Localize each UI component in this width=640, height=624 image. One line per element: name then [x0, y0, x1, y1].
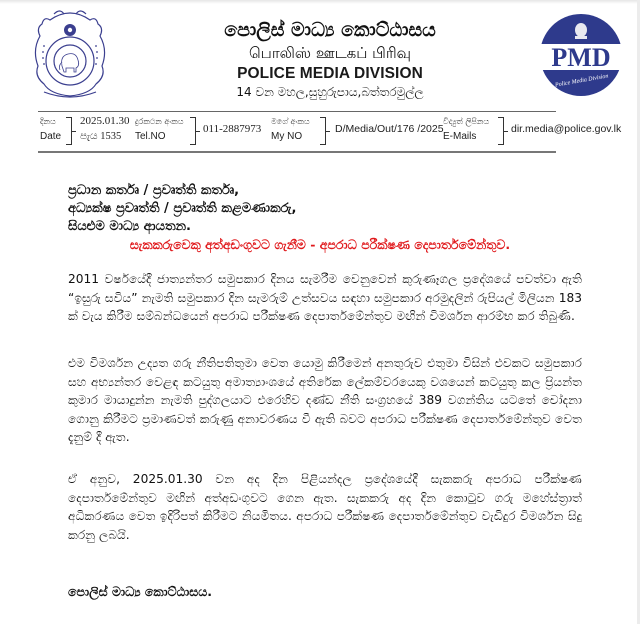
email-label: විද්‍යුත් ලිපිනය E-Mails [443, 117, 490, 142]
reference-row [38, 114, 622, 148]
body-paragraph-3: ඒ අනුව, 2025.01.30 වන අද දින පිළියන්දල ප්‍රදේශයේදී සැකකරු අපරාධ පරීක්ෂණ දෙපාර්තමේන්තුව මඟින් අත්අඩංගුවට ගෙන ඇත. සැකකරු අද දින කොටුව ගරු මහේස්ත්‍රාත් අධිකරණය වෙත ඉදිරිපත් කිරීමට නියමිතය. අපරාධ පරීක්ෂණ දෙපාර්තමේන්තුව වැඩිදුර විමර්ශන සිදු කරනු ලබයි. [68, 472, 582, 542]
addressee-line: ප්‍රධාන කර්තෘ / ප්‍රවෘත්ති කර්තෘ, [68, 183, 240, 198]
reference-bottom-rule [38, 151, 556, 153]
date-label: දිනය Date [40, 117, 62, 142]
addressee-line: අධ්‍යක්ෂ ප්‍රවෘත්ති / ප්‍රවෘත්ති කළමණාකරු, [68, 201, 297, 216]
letterhead-title-block [180, 18, 480, 100]
my-no-label: මගේ අංකය My NO [271, 117, 310, 142]
brace-my-no [320, 117, 326, 145]
title-tamil: பொலிஸ் ஊடகப் பிரிவு [248, 44, 411, 62]
phone-label: දුරකථන අංකය Tel.NO [135, 117, 184, 142]
pmd-logo-text: PMD [551, 43, 611, 72]
body-paragraph-2: එම විමර්ශන උද්‍යත ගරු නීතිපතිතුමා වෙත යොමු කිරීමෙන් අනතුරුව එතුමා විසින් එවකට සමුපකාර සහ අභ්‍යන්තර වෙළඳ කටයුතු අමාත්‍යාංශයේ අතිරේක ලේකම්වරයෙකු වශයෙන් කටයුතු කල ප්‍රියන්ත කුමාර මායාදුන්න නැමති පුද්ගලයාට එරෙහිව දණ්ඩ නීති සංග්‍රහයේ 389 වගන්තිය යටතේ චෝදනා ගොනු කිරීමට ප්‍රමාණවත් කරුණු අනාවරණය වී ඇති බවට අපරාධ පරීක්ෂණ දෙපාර්තමේන්තුව වෙත දැනුම් දී ඇත. [68, 356, 582, 444]
letterhead [0, 0, 640, 110]
brace-email [498, 117, 504, 145]
signoff: පොලිස් මාධ්‍ය කොට්ඨාසය. [68, 584, 212, 599]
reference-top-rule [38, 111, 556, 112]
date-value: 2025.01.30 පැය 1535 [80, 115, 130, 142]
title-english: POLICE MEDIA DIVISION [237, 65, 423, 82]
pmd-logo-subtext: Police Media Division [554, 73, 609, 89]
office-address: 14 වන මහල,සුහුරුපාය,බත්තරමුල්ල [236, 85, 424, 99]
my-no-value: D/Media/Out/176 /2025 [335, 123, 444, 135]
addressee-line: සියළුම මාධ්‍ය ආයතන. [68, 219, 191, 234]
pmd-badge-logo [532, 12, 630, 98]
addressees-block [68, 182, 296, 236]
brace-date [66, 117, 72, 145]
title-sinhala: පොලිස් මාධ්‍ය කොට්ඨාසය [224, 19, 436, 41]
police-crest-logo [30, 6, 110, 102]
email-value[interactable]: dir.media@police.gov.lk [511, 123, 622, 135]
phone-value: 011-2887973 [203, 123, 262, 135]
brace-phone [190, 117, 196, 145]
subject-heading: සැකකරුවෙකු අත්අඩංගුවට ගැනීම - අපරාධ පරීක්ෂණ දෙපාර්තමේන්තුව. [129, 237, 511, 252]
body-paragraph-1: 2011 වර්ෂයේදී ජාත්‍යන්තර සමුපකාර දිනය සැමරීම වෙනුවෙන් කුරුණෑගල ප්‍රදේශයේ පවත්වා ඇති “ඉසුරු සවිය” නැමති සමුපකාර දින සැමරුම් උත්සවය සඳහා සමුපකාර අරමුදලින් රුපියල් මිලියන 183 ක් වැය කිරීම සම්බන්ධයෙන් අපරාධ පරීක්ෂණ දෙපාර්තමේන්තුව මඟින් විමර්ශන ආරම්භ කර තිබුණි. [68, 272, 582, 323]
